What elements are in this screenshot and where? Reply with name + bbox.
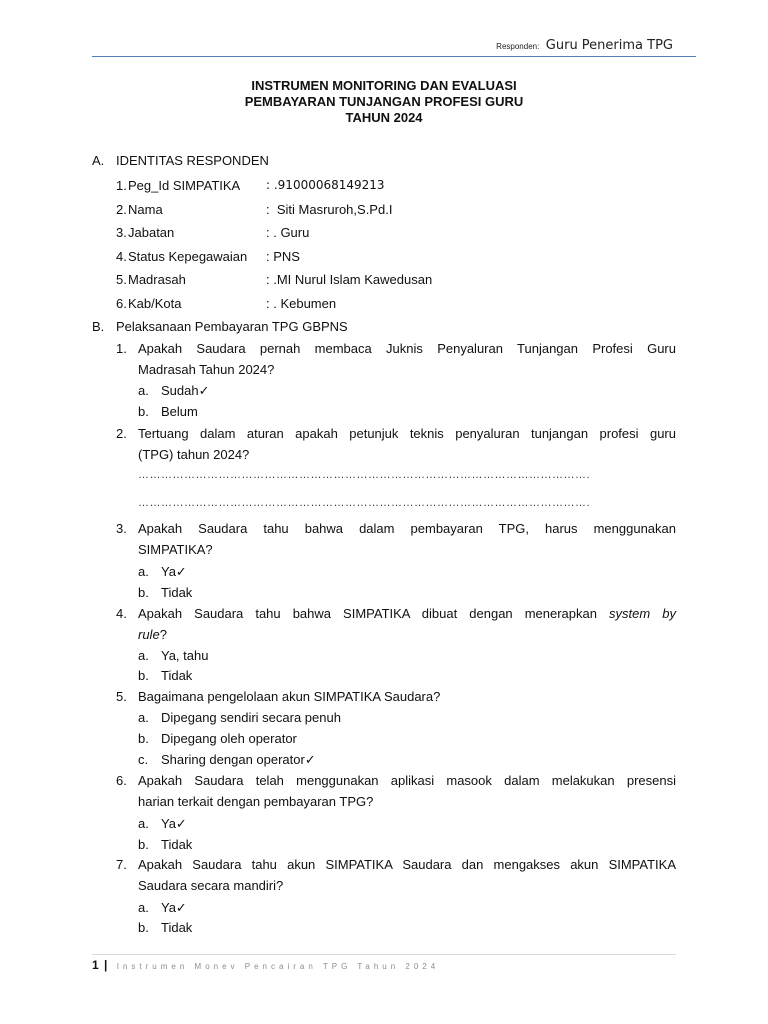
question-line: Apakah Saudara telah menggunakan aplikasi masook dalam melakukan presensi [138,773,676,788]
option-letter: a. [138,710,149,725]
question-number: 3. [116,521,127,536]
option-text: Ya✓ [161,564,187,579]
question-text [138,518,676,560]
header-label: Responden: [496,42,540,51]
option-letter: b. [138,731,149,746]
option-letter: b. [138,404,149,419]
option-letter: a. [138,564,149,579]
option-text: Tidak [161,668,193,683]
identity-value: : .91000068149213 [266,178,385,192]
section-a-title: IDENTITAS RESPONDEN [116,153,269,168]
question-number: 6. [116,773,127,788]
identity-number: 5. [116,272,127,287]
identity-label: Peg_Id SIMPATIKA [128,178,241,193]
section-b-letter: B. [92,319,105,334]
option-text: Tidak [161,837,193,852]
question-number: 4. [116,606,127,621]
question-line-text: ? [159,627,167,642]
answer-line: ………………………………………………………………………………………………………. [138,497,591,509]
identity-number: 4. [116,249,127,264]
question-number: 2. [116,426,127,441]
identity-number: 3. [116,225,127,240]
question-italic-term: system by [609,606,676,621]
identity-value: : PNS [266,249,300,264]
identity-label: Jabatan [128,225,175,240]
question-number: 7. [116,857,127,872]
option-letter: a. [138,900,149,915]
option-text: Sharing dengan operator✓ [161,752,316,767]
question-number: 5. [116,689,127,704]
identity-value: : .MI Nurul Islam Kawedusan [266,272,433,287]
document-title [92,78,676,126]
question-line: Apakah Saudara tahu akun SIMPATIKA Saudara dan mengakses akun SIMPATIKA [138,857,676,872]
option-text: Ya✓ [161,816,187,831]
question-line: Apakah Saudara pernah membaca Juknis Penyaluran Tunjangan Profesi Guru [138,341,676,356]
option-letter: b. [138,837,149,852]
page-footer [92,958,439,972]
option-text: Tidak [161,585,193,600]
identity-label: Kab/Kota [128,296,182,311]
question-line: Bagaimana pengelolaan akun SIMPATIKA Saudara? [138,689,441,704]
title-line-3: TAHUN 2024 [345,110,423,125]
question-text [138,423,676,465]
identity-number: 1. [116,178,127,193]
identity-value: : . Kebumen [266,296,337,311]
option-text: Ya✓ [161,900,187,915]
page-number: 1 [92,958,99,972]
option-letter: b. [138,668,149,683]
option-letter: b. [138,920,149,935]
option-text: Ya, tahu [161,648,209,663]
title-line-2: PEMBAYARAN TUNJANGAN PROFESI GURU [244,94,524,109]
option-letter: a. [138,816,149,831]
question-text [138,770,676,812]
option-letter: c. [138,752,149,767]
identity-number: 2. [116,202,127,217]
answer-line: ………………………………………………………………………………………………………. [138,469,591,481]
question-line: SIMPATIKA? [138,542,213,557]
question-line-text: Apakah Saudara tahu bahwa SIMPATIKA dibuat dengan menerapkan [138,606,597,621]
question-line: harian terkait dengan pembayaran TPG? [138,794,374,809]
identity-label: Madrasah [128,272,186,287]
question-text [138,338,676,380]
header-respondent: Guru Penerima TPG [545,38,673,53]
option-text: Dipegang oleh operator [161,731,297,746]
question-italic-term: rule [138,627,160,642]
question-line: Madrasah Tahun 2024? [138,362,275,377]
question-text [138,854,676,896]
title-line-1: INSTRUMEN MONITORING DAN EVALUASI [251,78,517,93]
identity-label: Nama [128,202,163,217]
option-text: Tidak [161,920,193,935]
section-b-title: Pelaksanaan Pembayaran TPG GBPNS [116,319,348,334]
identity-number: 6. [116,296,127,311]
option-text: Sudah✓ [161,383,210,398]
footer-text: Instrumen Monev Pencairan TPG Tahun 2024 [116,962,440,971]
question-line: Saudara secara mandiri? [138,878,284,893]
question-number: 1. [116,341,127,356]
option-text: Dipegang sendiri secara penuh [161,710,341,725]
page-header [92,36,696,57]
question-line: Apakah Saudara tahu bahwa dalam pembayaran TPG, harus menggunakan [138,521,676,536]
option-letter: b. [138,585,149,600]
option-letter: a. [138,383,149,398]
identity-value: : Siti Masruroh,S.Pd.I [266,202,393,217]
question-line: Tertuang dalam aturan apakah petunjuk teknis penyaluran tunjangan profesi guru [138,426,676,441]
option-text: Belum [161,404,198,419]
identity-value: : . Guru [266,225,310,240]
question-line [138,624,676,645]
option-letter: a. [138,648,149,663]
section-a-letter: A. [92,153,105,168]
footer-separator: | [104,958,108,972]
footer-rule [92,954,676,955]
question-line [138,603,676,624]
question-text [138,603,676,645]
question-line: (TPG) tahun 2024? [138,447,250,462]
identity-label: Status Kepegawaian [128,249,248,264]
question-text [138,686,676,707]
